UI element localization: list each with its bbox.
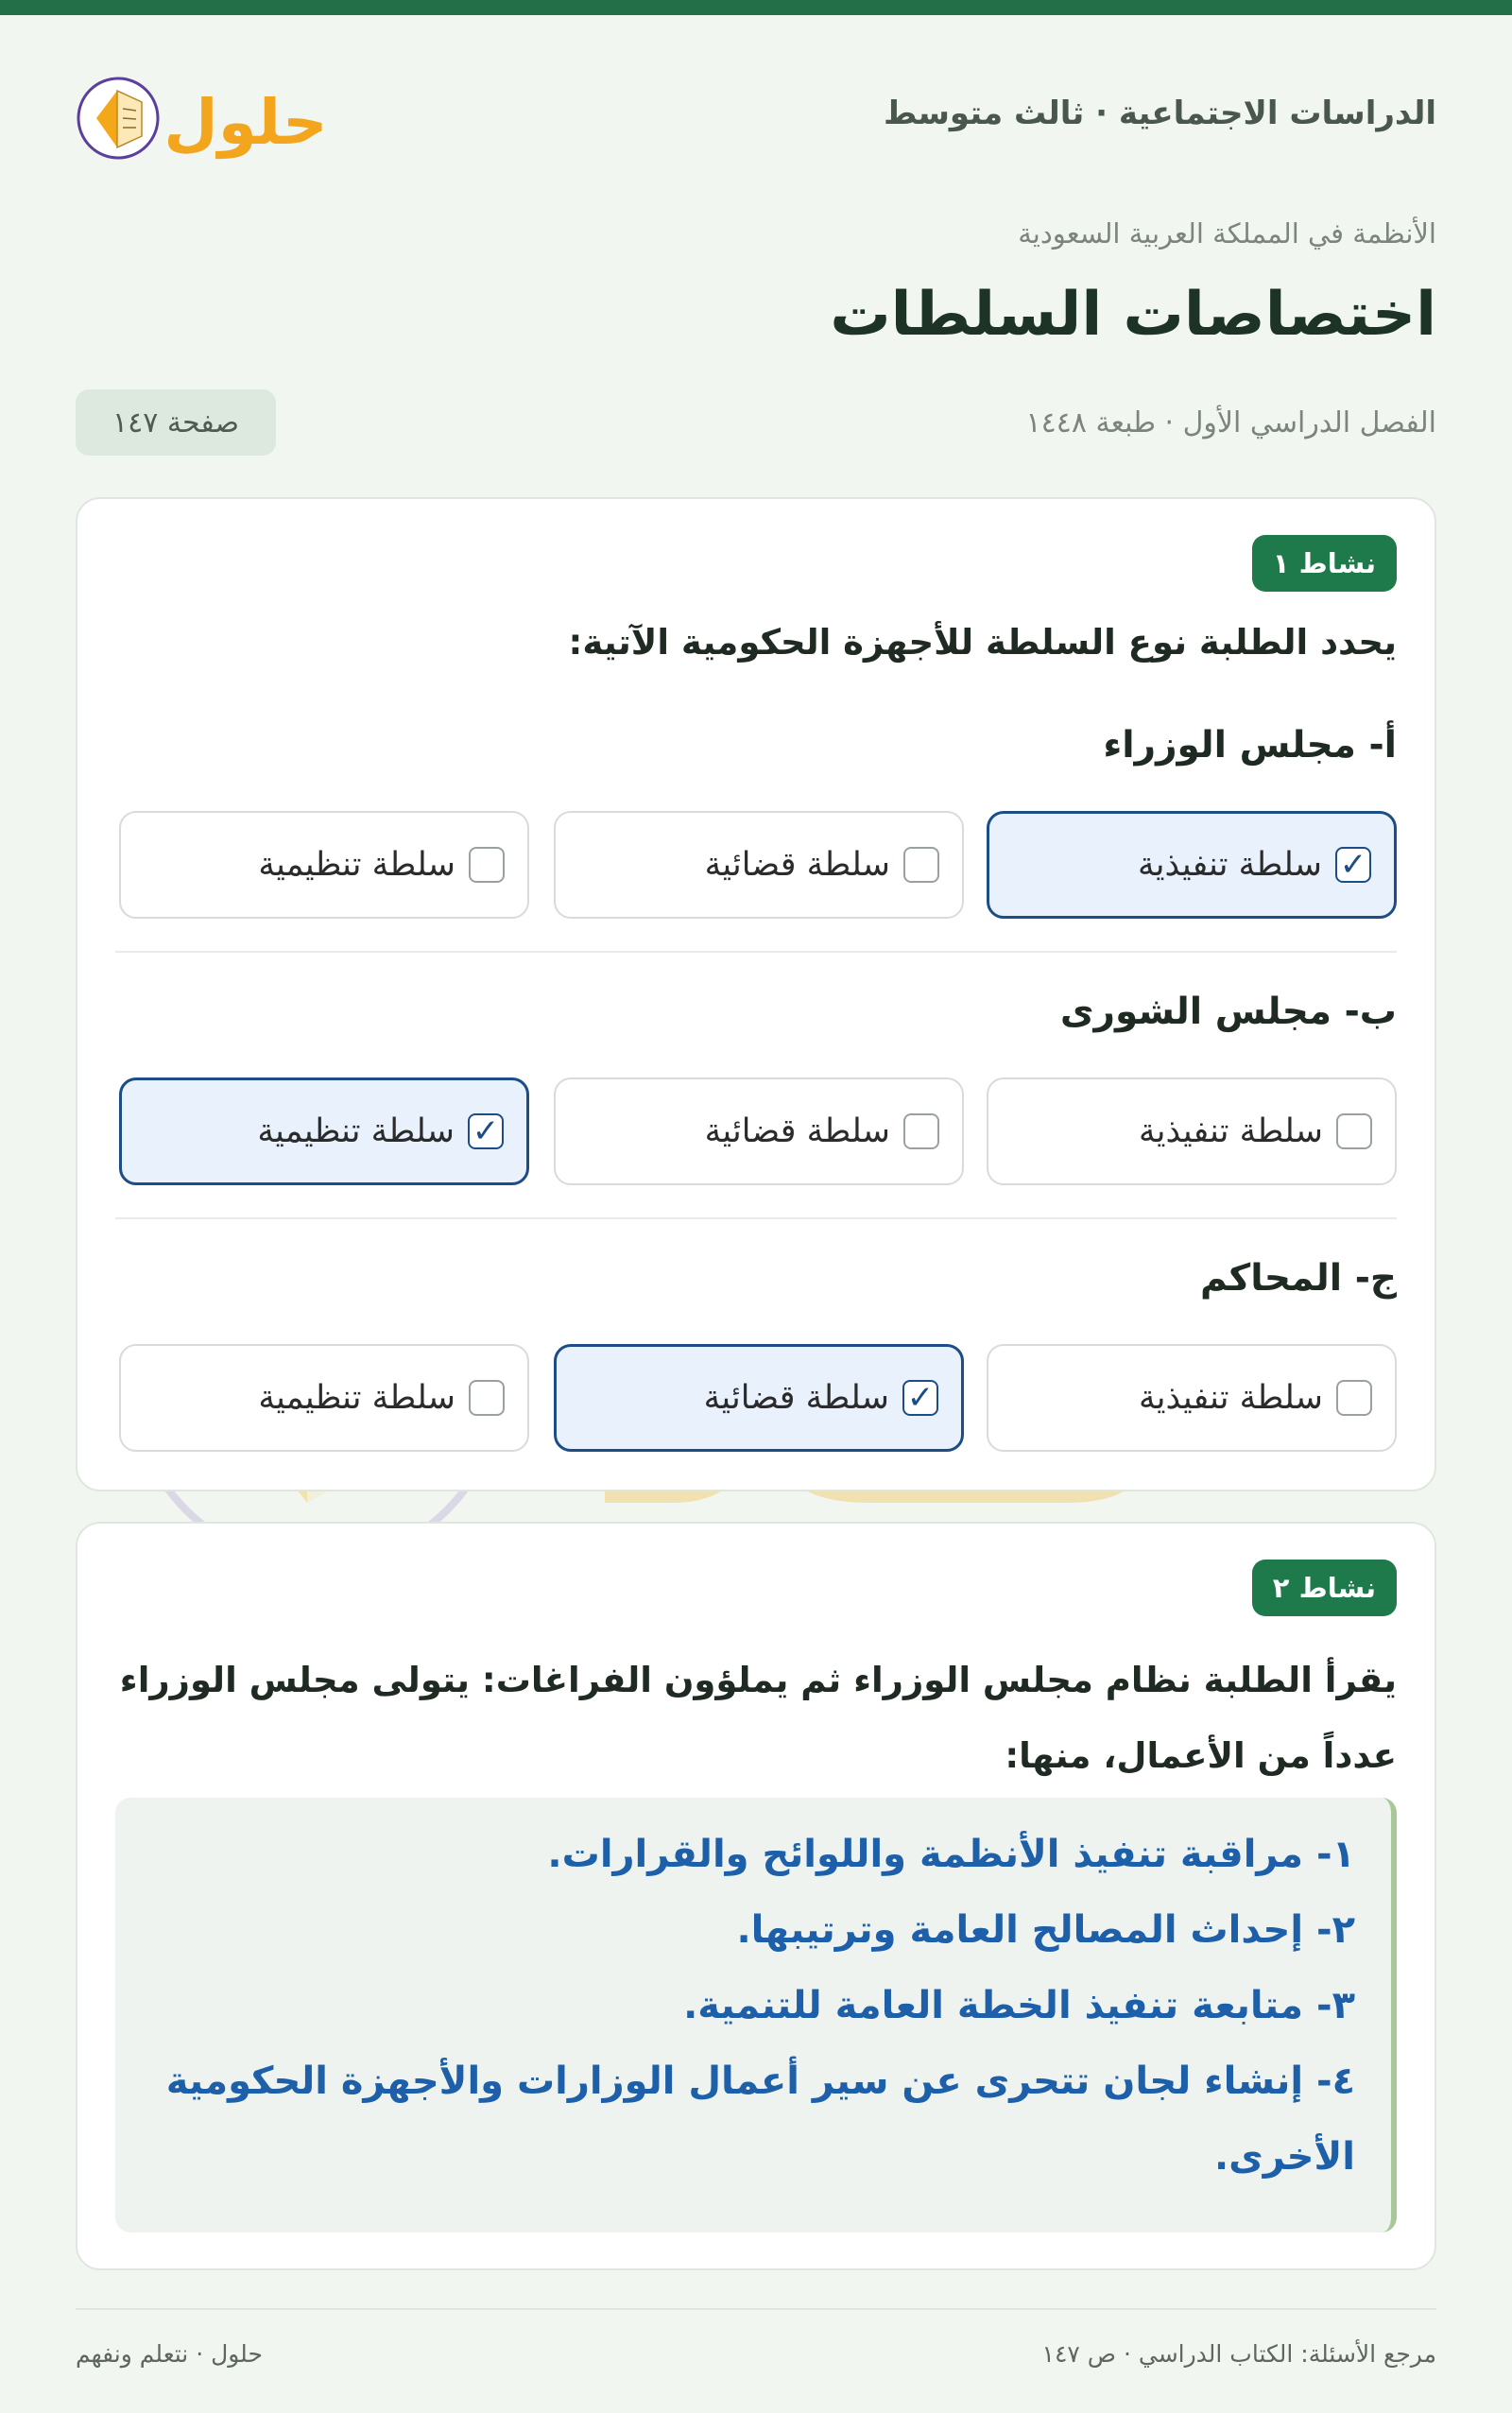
footer-brand: حلول · نتعلم ونفهم (76, 2340, 263, 2368)
activity-badge: نشاط ٢ (1252, 1560, 1397, 1616)
footer-divider (76, 2308, 1436, 2310)
answer-item: ٢- إحداث المصالح العامة وترتيبها. (736, 1908, 1355, 1952)
option-label: سلطة تنفيذية (1139, 1112, 1323, 1150)
activity-instruction: يحدد الطلبة نوع السلطة للأجهزة الحكومية الآتية: (568, 622, 1397, 663)
semester-info: الفصل الدراسي الأول · طبعة ١٤٤٨ (1025, 406, 1436, 440)
option-label: سلطة تنظيمية (258, 846, 455, 884)
option-label: سلطة تنظيمية (258, 1379, 455, 1417)
option-regulatory[interactable] (119, 1077, 529, 1185)
answer-item: ٣- متابعة تنفيذ الخطة العامة للتنمية. (683, 1984, 1355, 2027)
page-number-badge: صفحة ١٤٧ (76, 389, 276, 456)
question-title: ب- مجلس الشورى (1059, 991, 1397, 1033)
activity-2-card (76, 1522, 1436, 2270)
unit-subtitle: الأنظمة في المملكة العربية السعودية (1018, 217, 1436, 250)
checkmark-icon[interactable]: ✓ (902, 1380, 938, 1416)
checkbox[interactable] (903, 847, 939, 883)
page-title: اختصاصات السلطات (830, 280, 1436, 350)
option-regulatory[interactable] (119, 811, 529, 919)
option-label: سلطة تنفيذية (1138, 846, 1322, 884)
checkmark-icon[interactable]: ✓ (468, 1113, 504, 1149)
option-judicial[interactable] (554, 811, 964, 919)
option-label: سلطة قضائية (703, 1379, 889, 1417)
logo-wordmark: حلول (163, 86, 328, 159)
option-executive[interactable] (987, 811, 1397, 919)
activity-badge: نشاط ١ (1252, 535, 1397, 592)
activity-1-card (76, 497, 1436, 1491)
answer-item: ٤- إنشاء لجان تتحرى عن سير أعمال الوزارات والأجهزة الحكومية الأخرى. (165, 2060, 1355, 2179)
option-judicial[interactable] (554, 1344, 964, 1452)
checkbox[interactable] (469, 847, 505, 883)
checkmark-icon[interactable]: ✓ (1335, 847, 1371, 883)
divider (115, 1217, 1397, 1219)
checkbox[interactable] (469, 1380, 505, 1416)
divider (115, 951, 1397, 953)
footer-reference: مرجع الأسئلة: الكتاب الدراسي · ص ١٤٧ (1041, 2340, 1436, 2368)
checkbox[interactable] (1336, 1380, 1372, 1416)
brand-logo (76, 66, 340, 170)
top-accent-bar (0, 0, 1512, 15)
option-judicial[interactable] (554, 1077, 964, 1185)
option-label: سلطة تنظيمية (257, 1112, 455, 1150)
question-title: ج- المحاكم (1199, 1257, 1397, 1300)
question-title: أ- مجلس الوزراء (1103, 724, 1397, 767)
option-label: سلطة قضائية (704, 1112, 890, 1150)
checkbox[interactable] (1336, 1113, 1372, 1149)
option-label: سلطة قضائية (704, 846, 890, 884)
option-executive[interactable] (987, 1077, 1397, 1185)
course-title: الدراسات الاجتماعية · ثالث متوسط (884, 95, 1436, 132)
checkbox[interactable] (903, 1113, 939, 1149)
option-label: سلطة تنفيذية (1139, 1379, 1323, 1417)
activity-instruction: يقرأ الطلبة نظام مجلس الوزراء ثم يملؤون الفراغات: يتولى مجلس الوزراء عدداً من الأعمال، منها: (119, 1660, 1397, 1776)
answers-box (115, 1798, 1397, 2232)
option-executive[interactable] (987, 1344, 1397, 1452)
option-regulatory[interactable] (119, 1344, 529, 1452)
answer-item: ١- مراقبة تنفيذ الأنظمة واللوائح والقرارات. (547, 1833, 1355, 1876)
